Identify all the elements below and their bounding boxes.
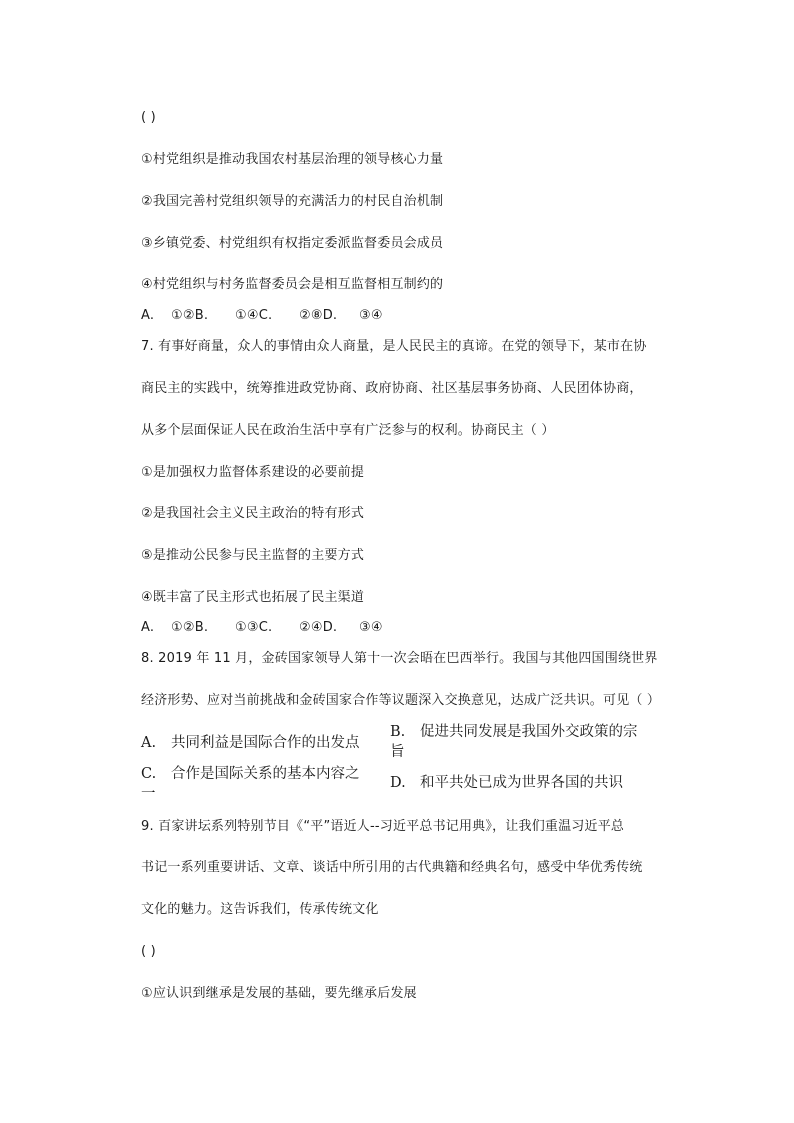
q8-choice-b-text: 促进共同发展是我国外交政策的宗 xyxy=(420,724,638,740)
q6-option-a: A. xyxy=(141,308,155,323)
q8-stem-line-2: 经济形势、应对当前挑战和金砖国家合作等议题深入交换意见，达成广泛共识。可见（ ） xyxy=(141,693,661,708)
q9-stem-line-3: 文化的魅力。这告诉我们，传承传统文化 xyxy=(141,902,379,917)
q7-item-4: ④既丰富了民主形式也拓展了民主渠道 xyxy=(141,590,365,605)
q6-option-d: ②⑧D. xyxy=(299,308,338,323)
q6-item-2: ②我国完善村党组织领导的充满活力的村民自治机制 xyxy=(141,194,444,209)
q7-option-end: ③④ xyxy=(359,620,383,635)
q8-choice-b-wrap: 旨 xyxy=(390,744,405,760)
q8-choice-a xyxy=(141,733,360,753)
q8-choice-a-label: A. xyxy=(141,735,157,751)
q6-option-b: ①②B. xyxy=(171,308,209,323)
q9-item-1: ①应认识到继承是发展的基础，要先继承后发展 xyxy=(141,986,417,1001)
q8-choice-d xyxy=(390,773,623,793)
q7-option-b: ①②B. xyxy=(171,620,209,635)
q7-item-1: ①是加强权力监督体系建设的必要前提 xyxy=(141,465,365,480)
q6-paren: ( ) xyxy=(141,110,156,125)
q7-stem-line-1: 7. 有事好商量，众人的事情由众人商量，是人民民主的真谛。在党的领导下，某市在协 xyxy=(141,339,647,354)
q8-choice-a-text: 共同利益是国际合作的出发点 xyxy=(171,735,360,751)
q7-item-3: ⑤是推动公民参与民主监督的主要方式 xyxy=(141,548,365,563)
q7-option-c: ①③C. xyxy=(235,620,273,635)
q6-item-3: ③乡镇党委、村党组织有权指定委派监督委员会成员 xyxy=(141,236,444,251)
q8-stem-line-1: 8. 2019 年 11 月，金砖国家领导人第十一次会晤在巴西举行。我国与其他四国围绕世界 xyxy=(141,651,658,666)
q9-paren: ( ) xyxy=(141,944,156,959)
q7-option-a: A. xyxy=(141,620,155,635)
q7-option-d: ②④D. xyxy=(299,620,338,635)
q9-stem-line-2: 书记一系列重要讲话、文章、谈话中所引用的古代典籍和经典名句，感受中华优秀传统 xyxy=(141,860,643,875)
q8-choice-c-text: 合作是国际关系的基本内容之 xyxy=(171,766,360,782)
q6-item-4: ④村党组织与村务监督委员会是相互监督相互制约的 xyxy=(141,277,444,292)
q7-options xyxy=(141,619,383,637)
q8-choice-c xyxy=(141,764,360,784)
q6-option-end: ③④ xyxy=(359,308,383,323)
q8-choice-d-text: 和平共处已成为世界各国的共识 xyxy=(420,775,623,791)
q7-stem-line-3: 从多个层面保证人民在政治生活中享有广泛参与的权利。协商民主（ ） xyxy=(141,423,555,438)
q6-option-c: ①④C. xyxy=(235,308,273,323)
q9-stem-line-1: 9. 百家讲坛系列特别节目《“平”语近人--习近平总书记用典》，让我们重温习近平总 xyxy=(141,819,625,834)
q8-choice-b-label: B. xyxy=(390,724,406,740)
q6-item-1: ①村党组织是推动我国农村基层治理的领导核心力量 xyxy=(141,152,444,167)
q8-choice-c-wrap: 一 xyxy=(141,786,156,802)
q7-item-2: ②是我国社会主义民主政治的特有形式 xyxy=(141,506,365,521)
q7-stem-line-2: 商民主的实践中，统筹推进政党协商、政府协商、社区基层事务协商、人民团体协商， xyxy=(141,381,643,396)
q8-choice-b xyxy=(390,722,638,742)
q6-options xyxy=(141,307,383,325)
q8-choice-d-label: D. xyxy=(390,775,406,791)
q8-choice-c-label: C. xyxy=(141,766,157,782)
